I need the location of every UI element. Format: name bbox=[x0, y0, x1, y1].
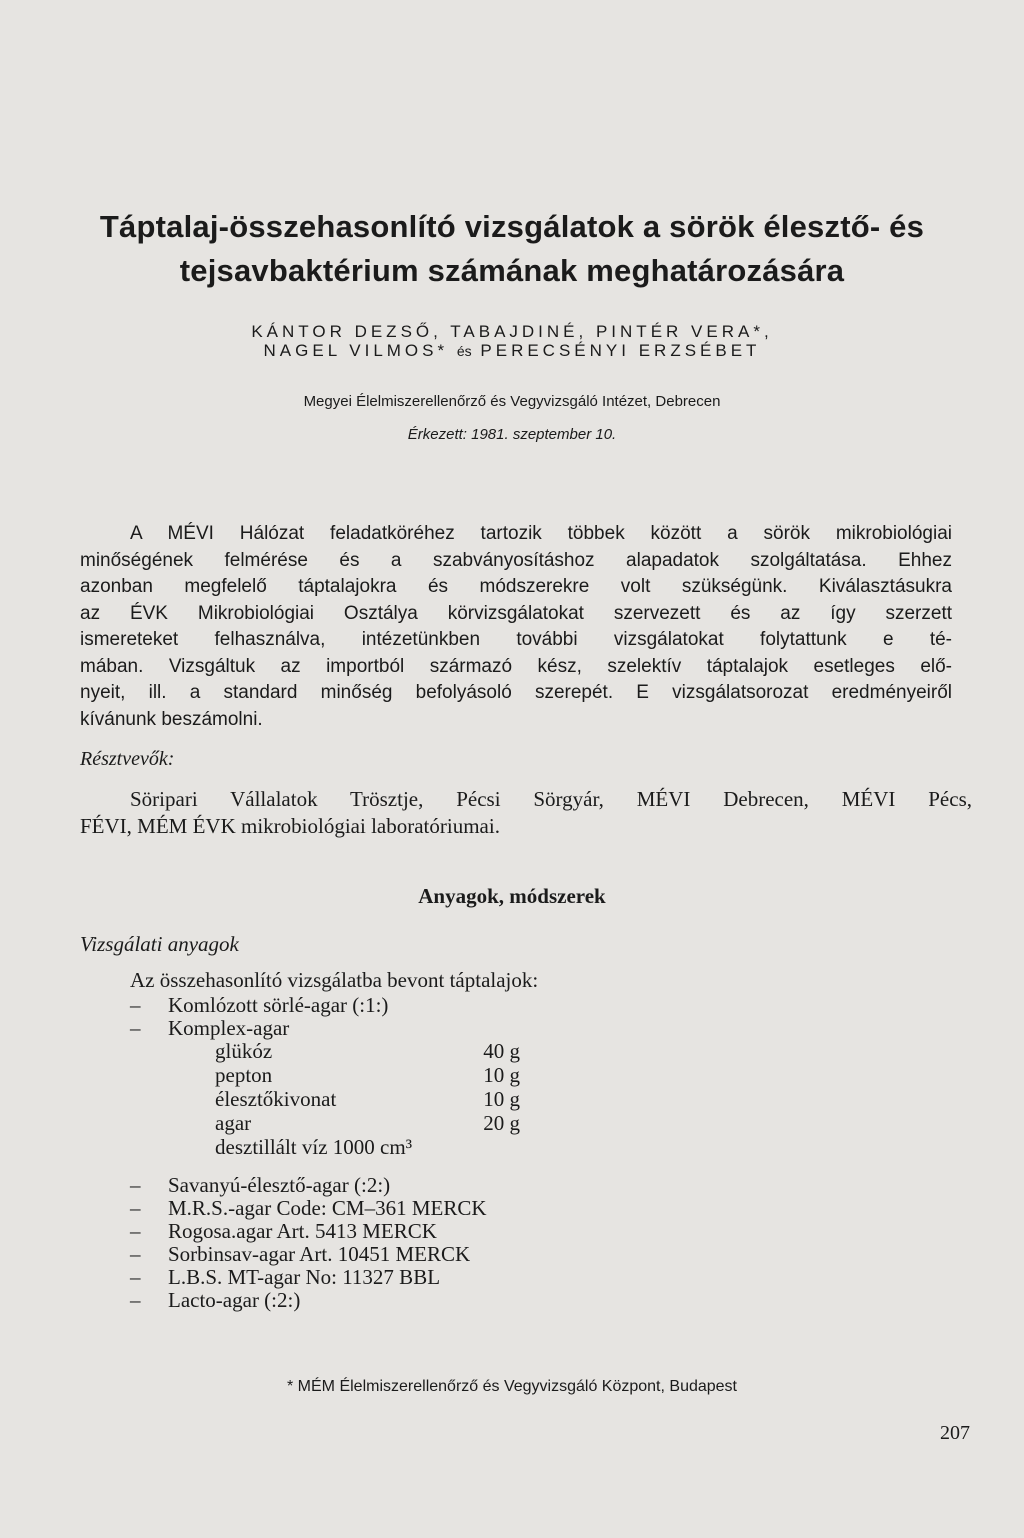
list-dash: – bbox=[130, 1219, 141, 1243]
composition-row bbox=[215, 1039, 520, 1064]
ingredient: agar bbox=[215, 1111, 252, 1135]
authors-line-2 bbox=[60, 341, 964, 361]
authors-conjunction: és bbox=[456, 343, 472, 359]
medium-name: Lacto-agar (:2:) bbox=[168, 1288, 301, 1312]
composition-row bbox=[215, 1063, 520, 1088]
page-number: 207 bbox=[940, 1422, 970, 1444]
list-item bbox=[130, 994, 487, 1017]
amount: 10 g bbox=[483, 1063, 520, 1087]
ingredient: glükóz bbox=[215, 1039, 273, 1063]
footnote: * MÉM Élelmiszerellenőrző és Vegyvizsgáló Központ, Budapest bbox=[287, 1378, 737, 1395]
article-title bbox=[60, 205, 964, 293]
abstract-line: minőségének felmérése és a szabványosításhoz alapadatok szolgáltatása. Ehhez bbox=[80, 549, 952, 571]
list-dash: – bbox=[130, 993, 141, 1017]
list-item bbox=[130, 1220, 487, 1243]
abstract-line: mában. Vizsgáltuk az importból származó kész, szelektív táptalajok esetleges elő- bbox=[80, 655, 952, 677]
participants-label: Résztvevők: bbox=[80, 748, 175, 770]
ingredient: élesztőkivonat bbox=[215, 1087, 337, 1111]
list-dash: – bbox=[130, 1288, 141, 1312]
amount: 40 g bbox=[483, 1039, 520, 1063]
media-intro: Az összehasonlító vizsgálatba bevont táptalajok: bbox=[130, 968, 539, 992]
article-title-line-2: tejsavbaktérium számának meghatározására bbox=[179, 253, 845, 288]
participants-line-1: Söripari Vállalatok Trösztje, Pécsi Sörgyár, MÉVI Debrecen, MÉVI Pécs, bbox=[130, 787, 972, 811]
amount: 10 g bbox=[483, 1087, 520, 1111]
abstract-line: ismereteket felhasználva, intézetünkben további vizsgálatokat folytattunk e té- bbox=[80, 629, 952, 650]
medium-name: Sorbinsav-agar Art. 10451 MERCK bbox=[168, 1242, 471, 1266]
medium-name: Savanyú-élesztő-agar (:2:) bbox=[168, 1173, 391, 1197]
list-item bbox=[130, 1174, 487, 1197]
composition-table bbox=[215, 1039, 520, 1160]
institute-affiliation: Megyei Élelmiszerellenőrző és Vegyvizsgáló Intézet, Debrecen bbox=[303, 393, 721, 410]
authors bbox=[60, 322, 964, 361]
abstract-line: A MÉVI Hálózat feladatköréhez tartozik többek között a sörök mikrobiológiai bbox=[130, 523, 952, 544]
list-dash: – bbox=[130, 1173, 141, 1197]
list-dash: – bbox=[130, 1242, 141, 1266]
medium-name: Komplex-agar bbox=[168, 1016, 290, 1040]
list-item bbox=[130, 1289, 487, 1312]
author-perecsenyi: PERECSÉNYI ERZSÉBET bbox=[480, 341, 761, 360]
list-dash: – bbox=[130, 1196, 141, 1220]
author-nagel: NAGEL VILMOS* bbox=[263, 341, 449, 360]
composition-row bbox=[215, 1111, 520, 1136]
authors-line-1: KÁNTOR DEZSŐ, TABAJDINÉ, PINTÉR VERA*, bbox=[251, 322, 773, 341]
medium-name: L.B.S. MT-agar No: 11327 BBL bbox=[168, 1265, 441, 1289]
medium-name: Komlózott sörlé-agar (:1:) bbox=[168, 993, 389, 1017]
list-item bbox=[130, 1266, 487, 1289]
amount: 20 g bbox=[483, 1111, 520, 1135]
list-spacer bbox=[130, 1160, 487, 1174]
list-dash: – bbox=[130, 1265, 141, 1289]
abstract-line: azonban megfelelő táptalajokra és módszerekre volt szükségünk. Kiválasztásukra bbox=[80, 576, 952, 597]
abstract-line: az ÉVK Mikrobiológiai Osztálya körvizsgálatokat szervezett és az így szerzett bbox=[80, 602, 952, 624]
list-item bbox=[130, 1243, 487, 1266]
section-heading: Anyagok, módszerek bbox=[418, 884, 606, 908]
composition-row bbox=[215, 1087, 520, 1112]
medium-name: Rogosa.agar Art. 5413 MERCK bbox=[168, 1219, 437, 1243]
ingredient: desztillált víz 1000 cm³ bbox=[215, 1135, 412, 1159]
list-item bbox=[130, 1017, 487, 1040]
participants-text bbox=[80, 786, 972, 840]
list-item bbox=[130, 1197, 487, 1220]
sub-heading: Vizsgálati anyagok bbox=[80, 932, 239, 956]
article-title-line-1: Táptalaj-összehasonlító vizsgálatok a sörök élesztő- és bbox=[99, 209, 925, 244]
abstract-line: nyeit, ill. a standard minőség befolyásoló szerepét. E vizsgálatsorozat eredményeiről bbox=[80, 682, 952, 703]
participants-line-2: FÉVI, MÉM ÉVK mikrobiológiai laboratóriumai. bbox=[80, 814, 500, 838]
abstract-line: kívánunk beszámolni. bbox=[80, 708, 263, 730]
list-dash: – bbox=[130, 1016, 141, 1040]
media-list bbox=[130, 993, 520, 1312]
abstract-paragraph bbox=[80, 521, 952, 733]
composition-row bbox=[215, 1136, 487, 1160]
received-date: Érkezett: 1981. szeptember 10. bbox=[407, 426, 617, 443]
medium-name: M.R.S.-agar Code: CM–361 MERCK bbox=[168, 1196, 487, 1220]
ingredient: pepton bbox=[215, 1063, 273, 1087]
